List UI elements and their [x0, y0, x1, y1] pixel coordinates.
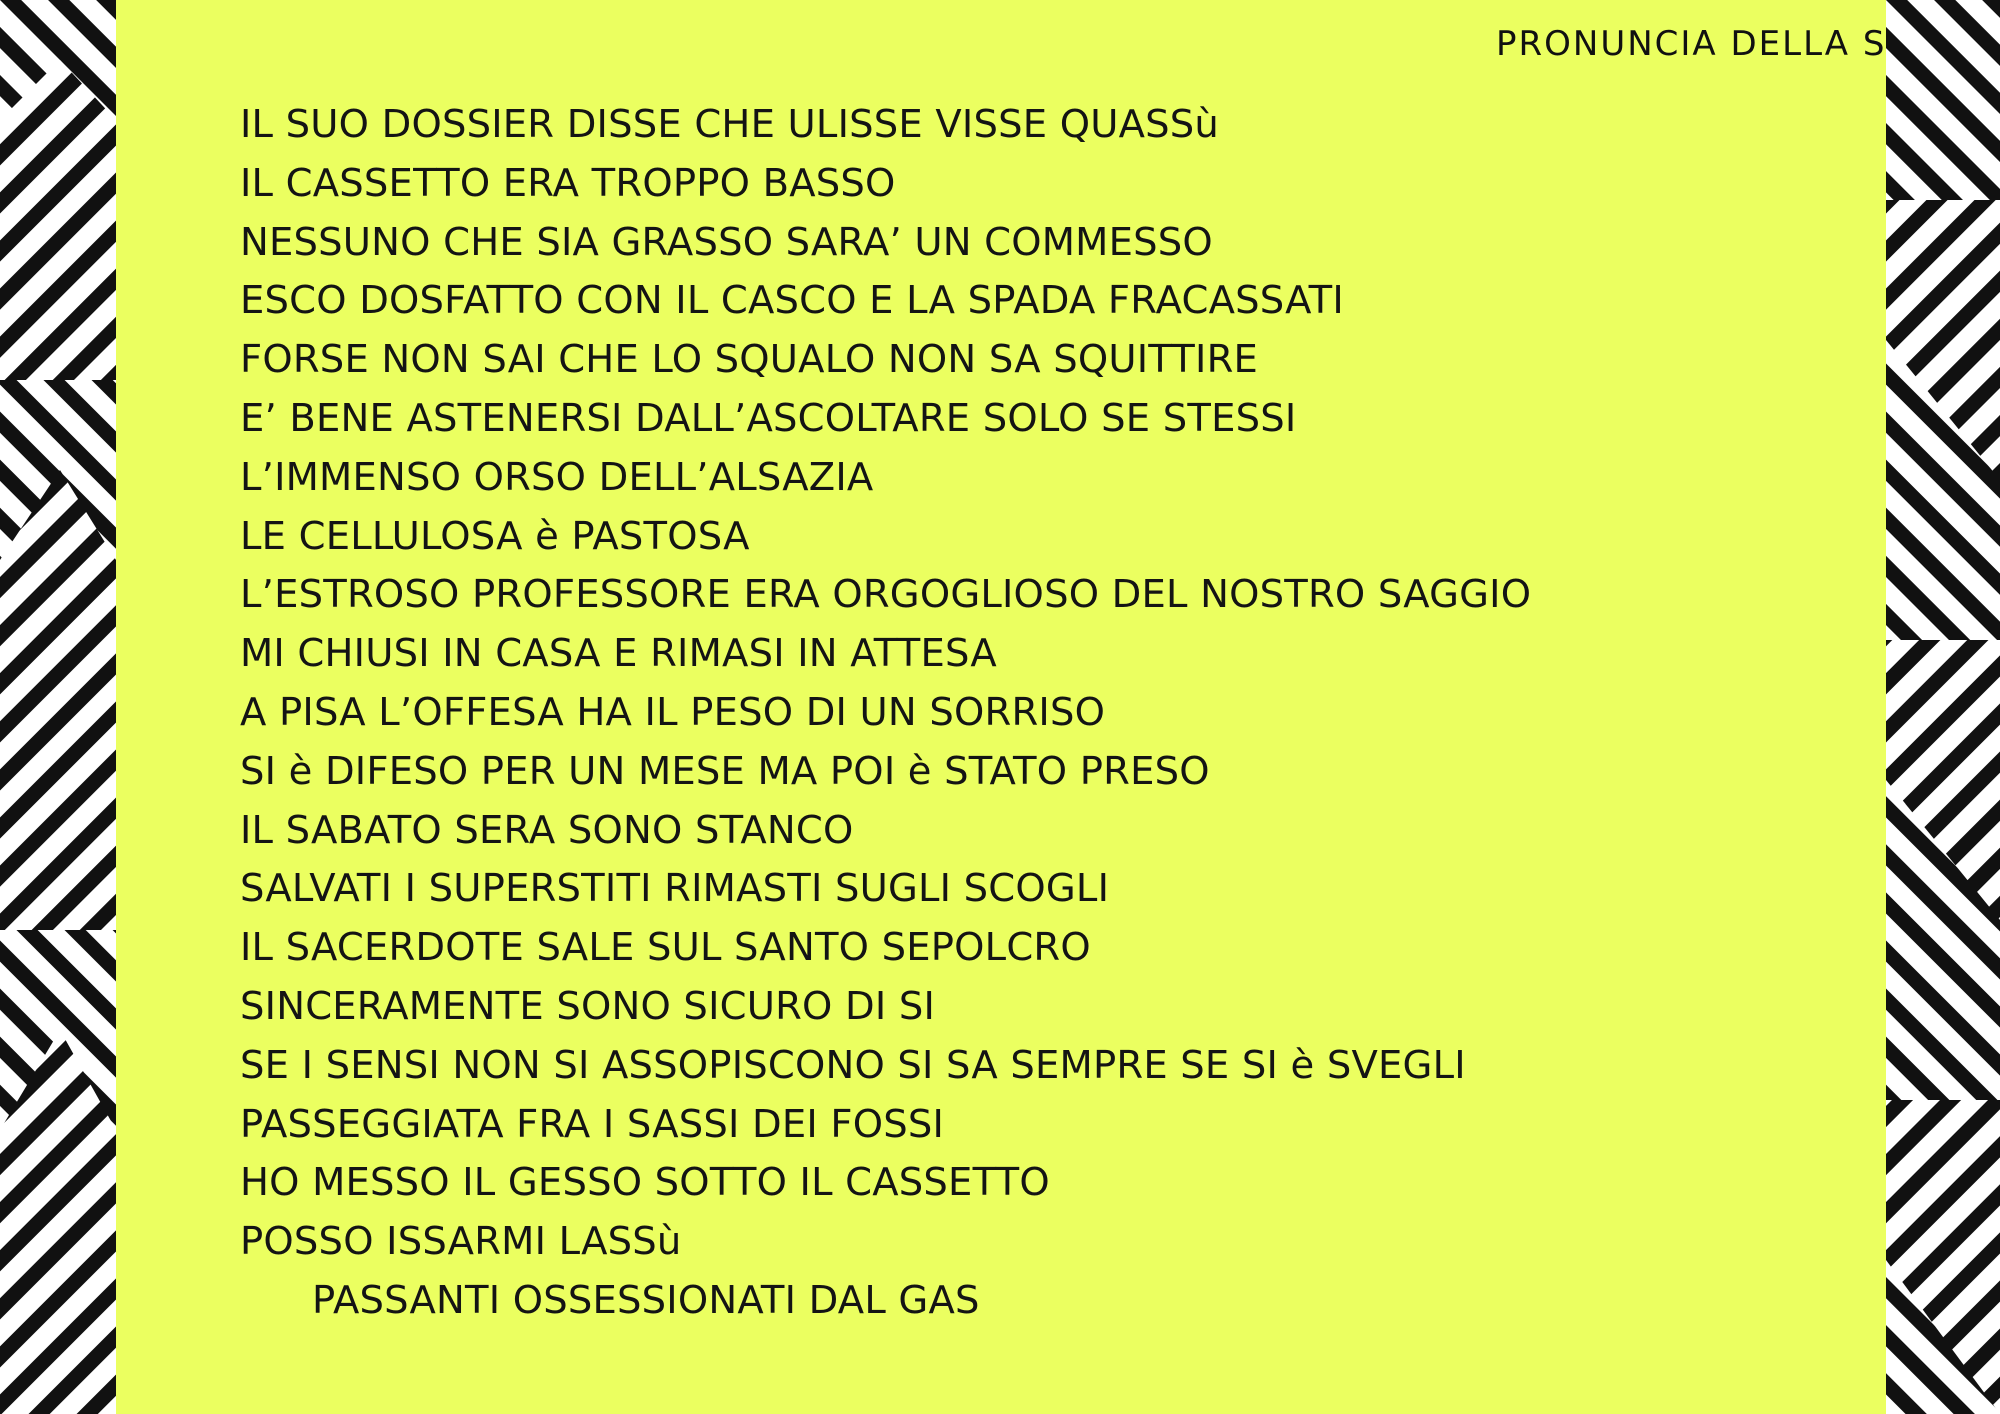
sentence-line: IL SUO DOSSIER DISSE CHE ULISSE VISSE QUASSù: [240, 102, 1219, 147]
sentence-line: PASSEGGIATA FRA I SASSI DEI FOSSI: [240, 1101, 945, 1147]
sentence-line: ESCO DOSFATTO CON IL CASCO E LA SPADA FRACASSATI: [240, 278, 1344, 324]
page-title: PRONUNCIA DELLA S: [1496, 24, 1887, 64]
sentence-line: SALVATI I SUPERSTITI RIMASTI SUGLI SCOGLI: [240, 866, 1110, 912]
sentence-line: FORSE NON SAI CHE LO SQUALO NON SA SQUITTIRE: [240, 337, 1259, 383]
right-stripe-pattern: [1886, 0, 2000, 1414]
sentence-line: L’IMMENSO ORSO DELL’ALSAZIA: [240, 454, 874, 500]
sentence-line: MI CHIUSI IN CASA E RIMASI IN ATTESA: [240, 631, 997, 677]
sentence-list: [240, 96, 1531, 1331]
stripe-pattern-graphic: [1886, 0, 2000, 1414]
sentence-line: A PISA L’OFFESA HA IL PESO DI UN SORRISO: [240, 689, 1106, 735]
sentence-line: IL SACERDOTE SALE SUL SANTO SEPOLCRO: [240, 925, 1091, 971]
sentence-line: NESSUNO CHE SIA GRASSO SARA’ UN COMMESSO: [240, 219, 1213, 265]
sentence-line: SI è DIFESO PER UN MESE MA POI è STATO PRESO: [240, 748, 1210, 794]
sentence-line: IL CASSETTO ERA TROPPO BASSO: [240, 160, 896, 206]
sentence-line: L’ESTROSO PROFESSORE ERA ORGOGLIOSO DEL NOSTRO SAGGIO: [240, 572, 1532, 618]
sentence-line: HO MESSO IL GESSO SOTTO IL CASSETTO: [240, 1160, 1050, 1206]
sentence-line: LE CELLULOSA è PASTOSA: [240, 513, 750, 559]
sentence-line: POSSO ISSARMI LASSù: [240, 1219, 682, 1265]
sentence-line: SE I SENSI NON SI ASSOPISCONO SI SA SEMPRE SE SI è SVEGLI: [240, 1042, 1466, 1088]
sentence-line: SINCERAMENTE SONO SICURO DI SI: [240, 983, 936, 1029]
stripe-pattern-graphic: [0, 0, 116, 1414]
sentence-line: PASSANTI OSSESSIONATI DAL GAS: [312, 1277, 980, 1323]
sentence-line: IL SABATO SERA SONO STANCO: [240, 807, 854, 853]
left-stripe-pattern: [0, 0, 116, 1414]
sentence-line: E’ BENE ASTENERSI DALL’ASCOLTARE SOLO SE STESSI: [240, 395, 1297, 441]
